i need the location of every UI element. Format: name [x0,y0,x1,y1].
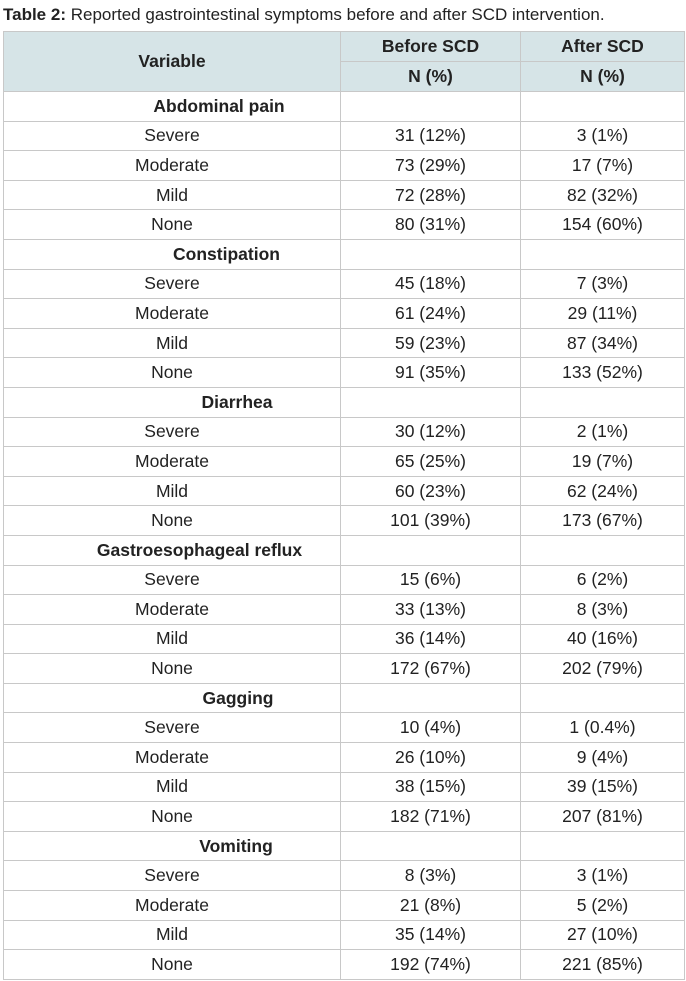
after-value: 40 (16%) [521,624,685,654]
after-value: 221 (85%) [521,950,685,980]
table-row [4,565,685,595]
before-value: 192 (74%) [341,950,521,980]
before-value: 15 (6%) [341,565,521,595]
table-row [4,506,685,536]
group-empty-cell [521,92,685,122]
table-row [4,802,685,832]
table-row [4,299,685,329]
before-value: 72 (28%) [341,180,521,210]
before-value: 38 (15%) [341,772,521,802]
group-empty-cell [521,683,685,713]
group-empty-cell [341,535,521,565]
table-row [4,595,685,625]
after-value: 133 (52%) [521,358,685,388]
before-value: 36 (14%) [341,624,521,654]
before-value: 61 (24%) [341,299,521,329]
group-empty-cell [341,683,521,713]
table-row [4,920,685,950]
severity-label: None [4,950,341,980]
before-value: 10 (4%) [341,713,521,743]
group-label: Constipation [4,239,341,269]
after-value: 202 (79%) [521,654,685,684]
group-empty-cell [341,239,521,269]
table-body [4,92,685,980]
table-row [4,328,685,358]
group-label: Vomiting [4,831,341,861]
after-value: 8 (3%) [521,595,685,625]
table-row [4,358,685,388]
before-value: 31 (12%) [341,121,521,151]
severity-label: Moderate [4,743,341,773]
after-value: 82 (32%) [521,180,685,210]
before-value: 26 (10%) [341,743,521,773]
table-row [4,743,685,773]
table-row [4,624,685,654]
group-row [4,239,685,269]
severity-label: Mild [4,180,341,210]
before-value: 45 (18%) [341,269,521,299]
group-empty-cell [341,831,521,861]
group-empty-cell [521,535,685,565]
header-variable: Variable [4,32,341,92]
table-row [4,121,685,151]
severity-label: Moderate [4,151,341,181]
before-value: 182 (71%) [341,802,521,832]
after-value: 173 (67%) [521,506,685,536]
table-row [4,151,685,181]
group-row [4,683,685,713]
severity-label: Severe [4,565,341,595]
header-after: After SCD [521,32,685,62]
after-value: 3 (1%) [521,861,685,891]
severity-label: Severe [4,417,341,447]
severity-label: None [4,506,341,536]
group-empty-cell [521,387,685,417]
severity-label: Moderate [4,299,341,329]
group-label: Abdominal pain [4,92,341,122]
severity-label: Mild [4,772,341,802]
after-value: 3 (1%) [521,121,685,151]
after-value: 154 (60%) [521,210,685,240]
before-value: 80 (31%) [341,210,521,240]
header-after-unit: N (%) [521,62,685,92]
severity-label: Mild [4,476,341,506]
header-before: Before SCD [341,32,521,62]
severity-label: Mild [4,920,341,950]
after-value: 9 (4%) [521,743,685,773]
before-value: 33 (13%) [341,595,521,625]
after-value: 5 (2%) [521,891,685,921]
after-value: 17 (7%) [521,151,685,181]
group-row [4,92,685,122]
group-empty-cell [521,239,685,269]
severity-label: None [4,358,341,388]
severity-label: Mild [4,328,341,358]
severity-label: None [4,802,341,832]
table-row [4,713,685,743]
before-value: 35 (14%) [341,920,521,950]
before-value: 65 (25%) [341,447,521,477]
before-value: 21 (8%) [341,891,521,921]
table-row [4,417,685,447]
after-value: 7 (3%) [521,269,685,299]
group-label: Gastroesophageal reflux [4,535,341,565]
table-row [4,269,685,299]
table-row [4,654,685,684]
severity-label: Severe [4,121,341,151]
group-empty-cell [521,831,685,861]
table-caption [3,4,605,26]
before-value: 30 (12%) [341,417,521,447]
after-value: 39 (15%) [521,772,685,802]
before-value: 172 (67%) [341,654,521,684]
severity-label: Moderate [4,447,341,477]
after-value: 1 (0.4%) [521,713,685,743]
severity-label: Severe [4,861,341,891]
table-caption-label: Table 2: [3,5,66,24]
before-value: 91 (35%) [341,358,521,388]
after-value: 87 (34%) [521,328,685,358]
table-row [4,950,685,980]
table-row [4,210,685,240]
before-value: 8 (3%) [341,861,521,891]
before-value: 59 (23%) [341,328,521,358]
table-header [4,32,685,92]
group-label: Gagging [4,683,341,713]
group-empty-cell [341,387,521,417]
severity-label: Mild [4,624,341,654]
severity-label: None [4,210,341,240]
after-value: 29 (11%) [521,299,685,329]
table-row [4,476,685,506]
header-before-unit: N (%) [341,62,521,92]
table-row [4,447,685,477]
group-row [4,535,685,565]
after-value: 6 (2%) [521,565,685,595]
after-value: 2 (1%) [521,417,685,447]
after-value: 207 (81%) [521,802,685,832]
table-row [4,772,685,802]
before-value: 73 (29%) [341,151,521,181]
symptoms-table [3,31,685,980]
severity-label: Moderate [4,891,341,921]
after-value: 62 (24%) [521,476,685,506]
table-row [4,180,685,210]
group-row [4,387,685,417]
severity-label: Moderate [4,595,341,625]
before-value: 60 (23%) [341,476,521,506]
group-empty-cell [341,92,521,122]
table-caption-text: Reported gastrointestinal symptoms before and after SCD intervention. [65,5,605,24]
group-label: Diarrhea [4,387,341,417]
table-row [4,891,685,921]
severity-label: Severe [4,713,341,743]
after-value: 19 (7%) [521,447,685,477]
group-row [4,831,685,861]
severity-label: Severe [4,269,341,299]
after-value: 27 (10%) [521,920,685,950]
table-row [4,861,685,891]
before-value: 101 (39%) [341,506,521,536]
severity-label: None [4,654,341,684]
